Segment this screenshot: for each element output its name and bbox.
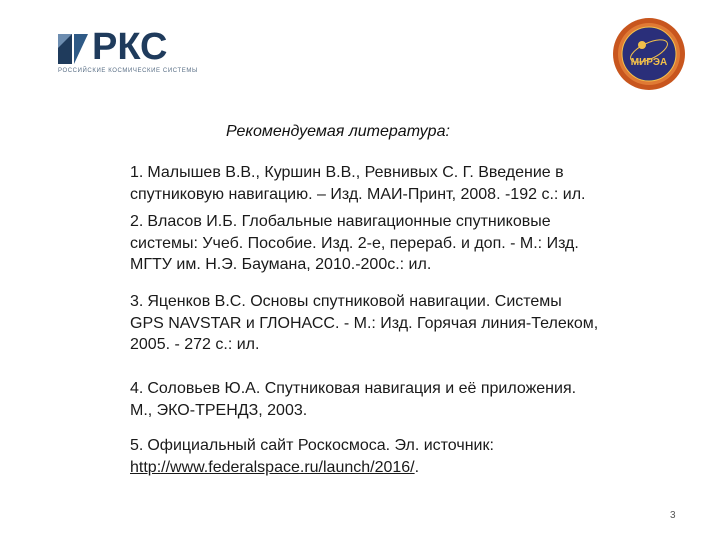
reference-link-suffix: . (414, 458, 420, 476)
reference-line: М., ЭКО-ТРЕНДЗ, 2003. (130, 401, 308, 419)
mirea-emblem-icon (612, 17, 686, 91)
reference-item (130, 435, 494, 478)
rks-logo (58, 26, 198, 76)
reference-line (130, 211, 579, 233)
reference-number: 4. (130, 380, 144, 397)
reference-line (130, 435, 494, 457)
reference-text: Официальный сайт Роскосмоса. Эл. источник: (147, 437, 494, 454)
page-title: Рекомендуемая литература: (226, 123, 450, 140)
reference-line (130, 457, 494, 479)
reference-item (130, 291, 598, 356)
reference-line: спутниковую навигацию. – Изд. МАИ-Принт, 2008. -192 с.: ил. (130, 185, 586, 203)
reference-line: 2005. - 272 с.: ил. (130, 336, 260, 353)
reference-line (130, 291, 598, 313)
reference-line (130, 162, 586, 184)
reference-number: 2. (130, 213, 144, 230)
reference-line: системы: Учеб. Пособие. Изд. 2-е, перераб. и доп. - М.: Изд. (130, 234, 579, 252)
reference-text: Малышев В.В., Куршин В.В., Ревнивых С. Г. Введение в (147, 164, 564, 181)
reference-text: Соловьев Ю.А. Спутниковая навигация и её приложения. (147, 380, 577, 397)
reference-item (130, 211, 579, 276)
reference-line: МГТУ им. Н.Э. Баумана, 2010.-200с.: ил. (130, 256, 432, 273)
rks-tagline: РОССИЙСКИЕ КОСМИЧЕСКИЕ СИСТЕМЫ (58, 68, 198, 74)
page-number: 3 (670, 510, 676, 521)
rks-logo-mark-icon (58, 34, 88, 64)
reference-text: Яценков В.С. Основы спутниковой навигации. Системы (147, 293, 562, 310)
reference-line: GPS NAVSTAR и ГЛОНАСС. - М.: Изд. Горячая линия-Телеком, (130, 314, 599, 332)
reference-number: 5. (130, 437, 144, 454)
reference-number: 3. (130, 293, 144, 310)
reference-text: Власов И.Б. Глобальные навигационные спутниковые (147, 213, 551, 230)
mirea-emblem-label: МИРЭА (630, 57, 668, 68)
reference-item (130, 162, 586, 205)
reference-item (130, 378, 576, 421)
reference-number: 1. (130, 164, 144, 181)
rks-wordmark: РКС (92, 26, 168, 68)
reference-line (130, 378, 576, 400)
roscosmos-link[interactable]: http://www.federalspace.ru/launch/2016/ (130, 458, 415, 476)
